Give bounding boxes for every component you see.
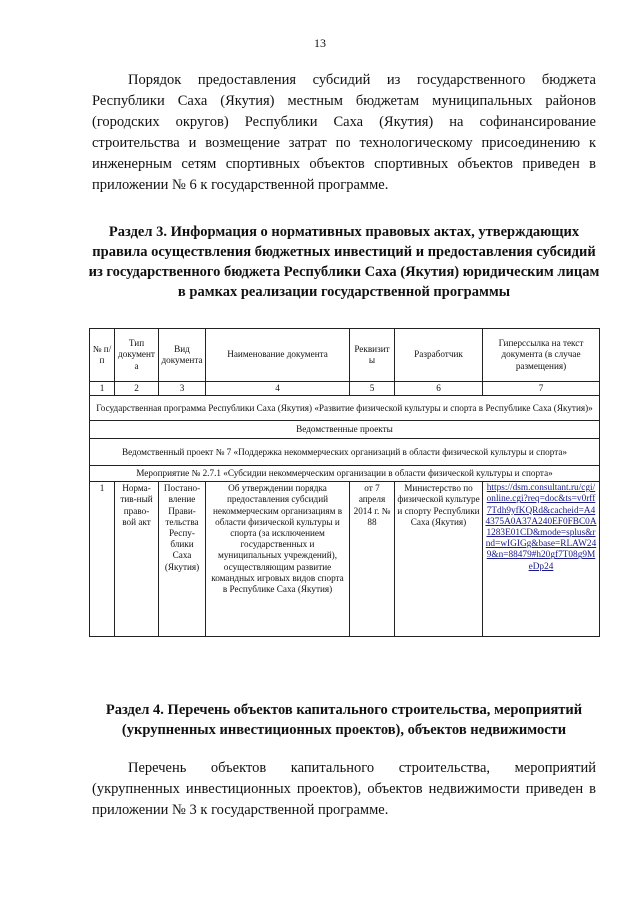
section-4-paragraph-text: Перечень объектов капитального строительства, мероприятий (укрупненных инвестиционных проектов), объектов недвижимости приведен в приложении № 3 к государственной программе. bbox=[92, 760, 596, 818]
table-header-row bbox=[90, 329, 600, 382]
col-number: 6 bbox=[395, 382, 483, 396]
row1-kind: Постано-вление Прави-тельства Респу-блики Саха (Якутия) bbox=[159, 482, 206, 637]
intro-paragraph bbox=[92, 70, 596, 196]
header-doc-name: Наименование документа bbox=[206, 329, 350, 382]
section-4-heading: Раздел 4. Перечень объектов капитального строительства, мероприятий (укрупненных инвестиционных проектов), объектов недвижимости bbox=[105, 702, 583, 738]
dept-projects-cell: Ведомственные проекты bbox=[90, 421, 600, 439]
row1-name: Об утверждении порядка предоставления субсидий некоммерческим организациям в области физической культуры и спорта (за исключением государственных и муниципальных учреждений), осуществляющим развитие командных игровых видов спорта в Республике Саха (Якутия) bbox=[206, 482, 350, 637]
program-cell: Государственная программа Республики Саха (Якутия) «Развитие физической культуры и спорта в Республике Саха (Якутия)» bbox=[90, 396, 600, 421]
event-cell: Мероприятие № 2.7.1 «Субсидии некоммерческим организации в области физической культуры и спорта» bbox=[90, 466, 600, 482]
row1-type: Норма-тив-ный право-вой акт bbox=[115, 482, 159, 637]
row1-developer: Министерство по физической культуре и спорту Республики Саха (Якутия) bbox=[395, 482, 483, 637]
col-number: 4 bbox=[206, 382, 350, 396]
header-doc-type: Тип документа bbox=[115, 329, 159, 382]
table-row bbox=[90, 482, 600, 637]
col-number: 2 bbox=[115, 382, 159, 396]
row1-hyperlink[interactable]: https://dsm.consultant.ru/cgi/online.cgi?req=doc&ts=v0rff7Tdh9yfKQRd&cacheid=A44375A0A37A240EF0FBC0A1283E01CD&mode=splus&rnd=wIGIGg&base=RLAW249&n=88479#h20gf7T08g9MeDp24 bbox=[483, 482, 600, 637]
section-3-heading: Раздел 3. Информация о нормативных правовых актах, утверждающих правила осуществления бюджетных инвестиций и предоставления субсидий из государственного бюджета Республики Саха (Якутия) юридическим лицам в рамках реализации государственной программы bbox=[88, 224, 600, 300]
header-requisites: Реквизиты bbox=[350, 329, 395, 382]
col-number: 7 bbox=[483, 382, 600, 396]
header-hyperlink: Гиперссылка на текст документа (в случае размещения) bbox=[483, 329, 600, 382]
page-number: 13 bbox=[314, 36, 326, 50]
row1-requisites: от 7 апреля 2014 г. № 88 bbox=[350, 482, 395, 637]
row1-num: 1 bbox=[90, 482, 115, 637]
legal-acts-table bbox=[89, 328, 600, 637]
project-cell: Ведомственный проект № 7 «Поддержка некоммерческих организаций в области физической культуры и спорта» bbox=[90, 439, 600, 466]
dept-projects-row bbox=[90, 421, 600, 439]
header-developer: Разработчик bbox=[395, 329, 483, 382]
section-4-paragraph bbox=[92, 758, 596, 821]
header-num: № п/п bbox=[90, 329, 115, 382]
col-number: 3 bbox=[159, 382, 206, 396]
col-number: 1 bbox=[90, 382, 115, 396]
event-row bbox=[90, 466, 600, 482]
table-column-numbers-row bbox=[90, 382, 600, 396]
program-row bbox=[90, 396, 600, 421]
col-number: 5 bbox=[350, 382, 395, 396]
project-row bbox=[90, 439, 600, 466]
intro-paragraph-text: Порядок предоставления субсидий из государственного бюджета Республики Саха (Якутия) местным бюджетам муниципальных районов (городских округов) Республики Саха (Якутия) на софинансирование строительства и возмещение затрат по технологическому присоединению к инженерным сетям спортивных объектов спортивных объектов приведен в приложении № 6 к государственной программе. bbox=[92, 72, 596, 193]
header-doc-kind: Вид документа bbox=[159, 329, 206, 382]
